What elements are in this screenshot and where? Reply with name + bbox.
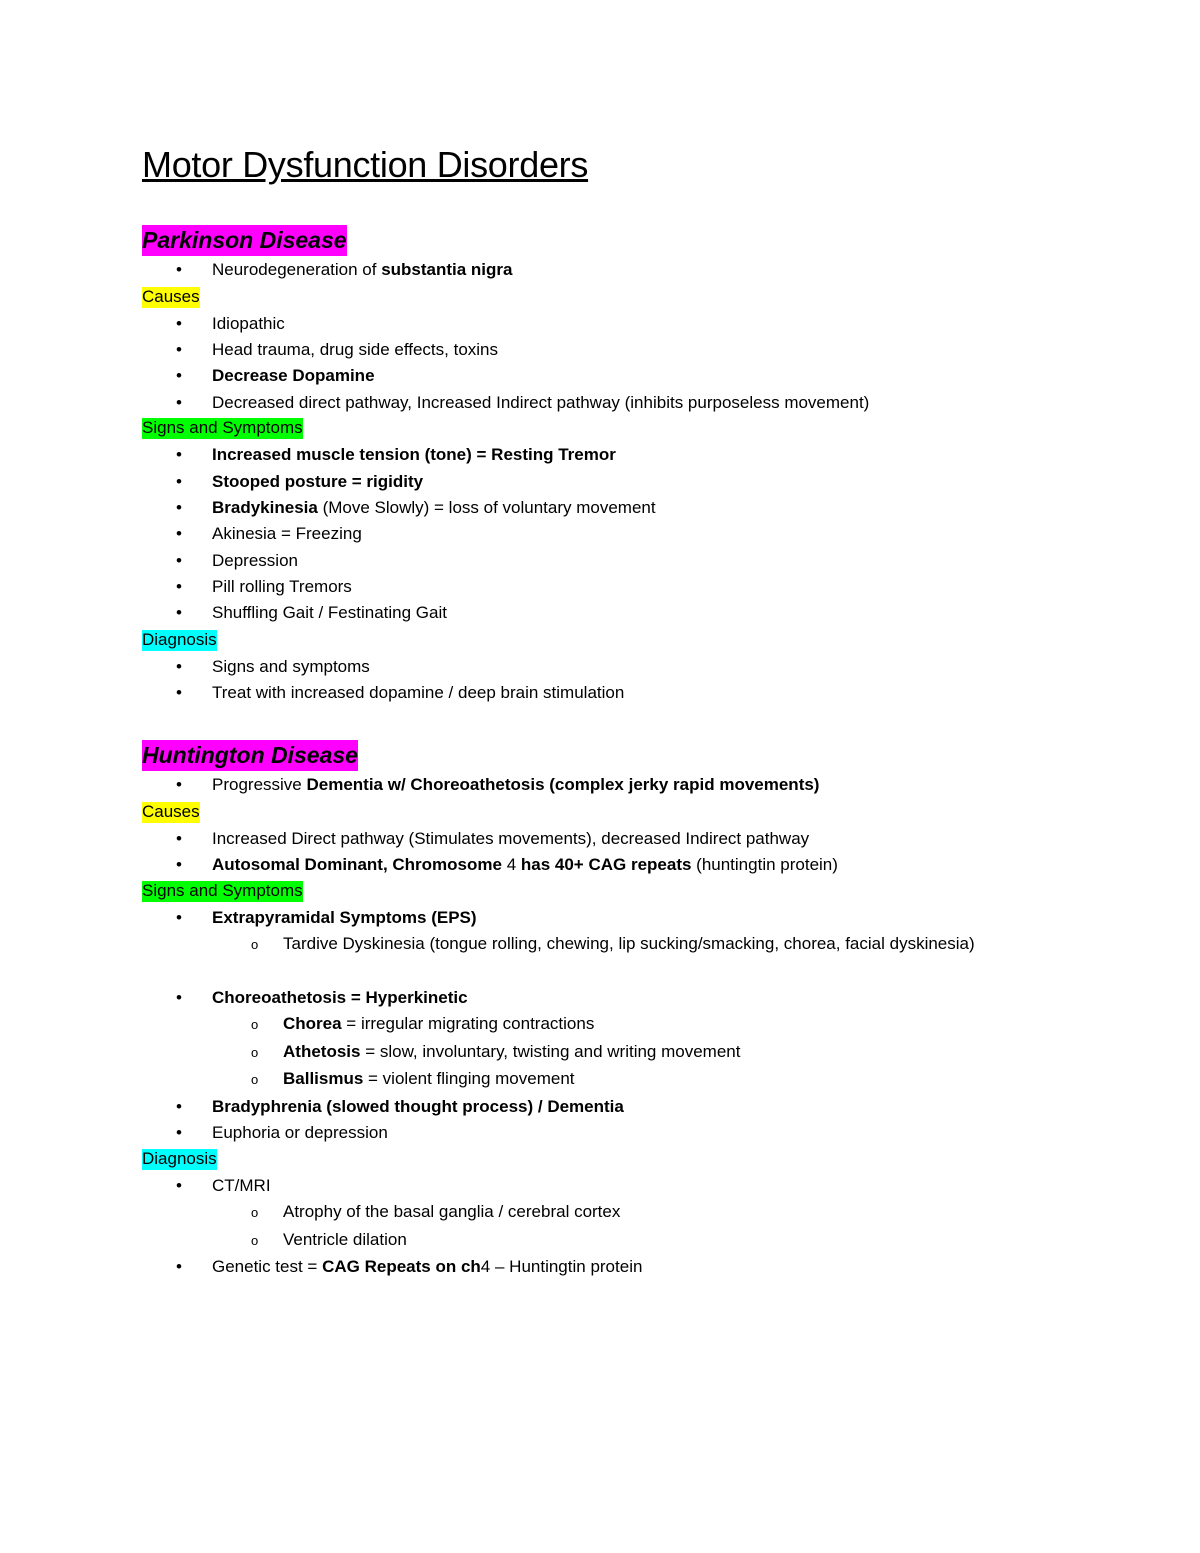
huntington-heading: Huntington Disease	[142, 739, 358, 771]
parkinson-sign-item: • Increased muscle tension (tone) = Resting Tremor	[212, 441, 1012, 468]
parkinson-sign-item: • Akinesia = Freezing	[212, 520, 1012, 547]
huntington-sign-item: • Bradyphrenia (slowed thought process) / Dementia	[212, 1093, 1012, 1120]
parkinson-diagnosis-item: • Treat with increased dopamine / deep brain stimulation	[212, 679, 1012, 706]
huntington-diagnosis-subitem: o Atrophy of the basal ganglia / cerebral cortex	[283, 1198, 983, 1225]
parkinson-diagnosis-label: Diagnosis	[142, 630, 217, 649]
parkinson-sign-item: • Bradykinesia (Move Slowly) = loss of voluntary movement	[212, 494, 1012, 521]
huntington-signs-label: Signs and Symptoms	[142, 881, 303, 900]
huntington-sign-item: • Euphoria or depression	[212, 1119, 1012, 1146]
page-title: Motor Dysfunction Disorders	[142, 144, 589, 185]
huntington-sign-item: • Extrapyramidal Symptoms (EPS)	[212, 904, 1012, 931]
parkinson-heading: Parkinson Disease	[142, 224, 347, 256]
huntington-sign-subitem: o Tardive Dyskinesia (tongue rolling, chewing, lip sucking/smacking, chorea, facial dyskinesia)	[283, 930, 983, 957]
parkinson-cause-item: • Decreased direct pathway, Increased Indirect pathway (inhibits purposeless movement)	[212, 389, 1012, 416]
parkinson-cause-item: • Head trauma, drug side effects, toxins	[212, 336, 1012, 363]
parkinson-intro: • Neurodegeneration of substantia nigra	[212, 256, 1012, 283]
parkinson-causes-label: Causes	[142, 287, 200, 306]
parkinson-sign-item: • Depression	[212, 547, 1012, 574]
parkinson-sign-item: • Shuffling Gait / Festinating Gait	[212, 599, 1012, 626]
huntington-sign-subitem: o Chorea = irregular migrating contractions	[283, 1010, 983, 1037]
huntington-causes-label: Causes	[142, 802, 200, 821]
parkinson-sign-item: • Stooped posture = rigidity	[212, 468, 1012, 495]
parkinson-cause-item: • Idiopathic	[212, 310, 1012, 337]
huntington-diagnosis-subitem: o Ventricle dilation	[283, 1226, 983, 1253]
huntington-sign-item: • Choreoathetosis = Hyperkinetic	[212, 984, 1012, 1011]
huntington-sign-subitem: o Athetosis = slow, involuntary, twisting and writing movement	[283, 1038, 983, 1065]
parkinson-cause-item: • Decrease Dopamine	[212, 362, 1012, 389]
huntington-diagnosis-label: Diagnosis	[142, 1149, 217, 1168]
huntington-sign-subitem: o Ballismus = violent flinging movement	[283, 1065, 983, 1092]
huntington-intro: • Progressive Dementia w/ Choreoathetosis (complex jerky rapid movements)	[212, 771, 1012, 798]
parkinson-sign-item: • Pill rolling Tremors	[212, 573, 1012, 600]
huntington-cause-item: • Autosomal Dominant, Chromosome 4 has 40+ CAG repeats (huntingtin protein)	[212, 851, 1012, 878]
huntington-diagnosis-item: • Genetic test = CAG Repeats on ch4 – Huntingtin protein	[212, 1253, 1012, 1280]
huntington-cause-item: • Increased Direct pathway (Stimulates movements), decreased Indirect pathway	[212, 825, 1012, 852]
huntington-diagnosis-item: • CT/MRI	[212, 1172, 1012, 1199]
parkinson-signs-label: Signs and Symptoms	[142, 418, 303, 437]
parkinson-diagnosis-item: • Signs and symptoms	[212, 653, 1012, 680]
